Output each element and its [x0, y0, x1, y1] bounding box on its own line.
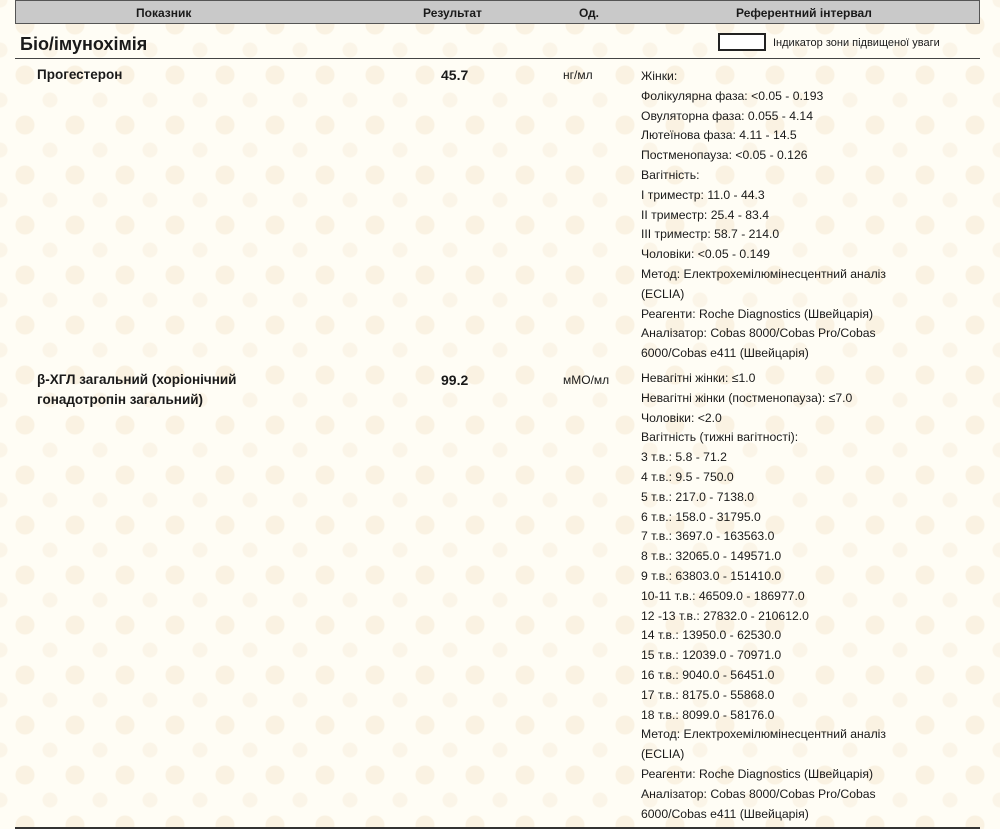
column-header-reference: Референтний інтервал: [736, 6, 872, 20]
test-unit-beta-hcg: мМО/мл: [563, 373, 610, 387]
column-header-unit: Од.: [579, 6, 599, 20]
section-title: Біо/імунохімія: [20, 34, 148, 54]
reference-line: 6 т.в.: 158.0 - 31795.0: [641, 509, 761, 524]
reference-line: 17 т.в.: 8175.0 - 55868.0: [641, 687, 775, 702]
reference-line: 18 т.в.: 8099.0 - 58176.0: [641, 707, 775, 722]
reference-line: Лютеїнова фаза: 4.11 - 14.5: [641, 128, 797, 143]
reference-line: (ECLIA): [641, 747, 685, 762]
attention-indicator-swatch: [718, 33, 766, 51]
test-result-beta-hcg: 99.2: [441, 372, 469, 388]
reference-line: Фолікулярна фаза: <0.05 - 0.193: [641, 88, 824, 103]
reference-line: 4 т.в.: 9.5 - 750.0: [641, 469, 734, 484]
test-name-beta-hcg: β-ХГЛ загальний (хоріонічний гонадотропін загальний): [37, 372, 237, 407]
reference-line: 16 т.в.: 9040.0 - 56451.0: [641, 667, 775, 682]
reference-line: III триместр: 58.7 - 214.0: [641, 227, 780, 242]
reference-line: Реагенти: Roche Diagnostics (Швейцарія): [641, 306, 874, 321]
column-header-result: Результат: [423, 6, 482, 20]
reference-range-progesterone: [641, 67, 941, 364]
column-header-name: Показник: [136, 6, 192, 20]
reference-line: 14 т.в.: 13950.0 - 62530.0: [641, 628, 782, 643]
reference-line: Реагенти: Roche Diagnostics (Швейцарія): [641, 766, 874, 781]
reference-line: (ECLIA): [641, 286, 685, 301]
reference-line: 7 т.в.: 3697.0 - 163563.0: [641, 529, 775, 544]
reference-line: Невагітні жінки: ≤1.0: [641, 371, 756, 385]
reference-line: Постменопауза: <0.05 - 0.126: [641, 148, 808, 163]
reference-line: 12 -13 т.в.: 27832.0 - 210612.0: [641, 608, 809, 623]
test-unit-progesterone: нг/мл: [563, 68, 593, 82]
reference-line: Невагітні жінки (постменопауза): ≤7.0: [641, 390, 853, 405]
reference-line: Метод: Електрохемілюмінесцентний аналіз: [641, 727, 886, 742]
reference-line: Аналізатор: Cobas 8000/Cobas Pro/Cobas: [641, 326, 876, 341]
table-header: [15, 0, 980, 24]
reference-line: 3 т.в.: 5.8 - 71.2: [641, 450, 727, 465]
reference-line: Овуляторна фаза: 0.055 - 4.14: [641, 108, 813, 123]
section-divider: [15, 58, 980, 59]
reference-range-beta-hcg: [641, 369, 941, 824]
test-result-progesterone: 45.7: [441, 67, 469, 83]
reference-line: 15 т.в.: 12039.0 - 70971.0: [641, 648, 782, 663]
reference-line: II триместр: 25.4 - 83.4: [641, 207, 769, 222]
test-name-progesterone: Прогестерон: [37, 67, 123, 82]
reference-line: 6000/Cobas e411 (Швейцарія): [641, 806, 809, 821]
attention-indicator-label: Індикатор зони підвищеної уваги: [773, 37, 940, 49]
reference-line: 8 т.в.: 32065.0 - 149571.0: [641, 549, 782, 564]
reference-line: 5 т.в.: 217.0 - 7138.0: [641, 489, 755, 504]
reference-line: Метод: Електрохемілюмінесцентний аналіз: [641, 266, 886, 281]
reference-line: Аналізатор: Cobas 8000/Cobas Pro/Cobas: [641, 786, 876, 801]
reference-line: 9 т.в.: 63803.0 - 151410.0: [641, 568, 782, 583]
reference-line: 6000/Cobas e411 (Швейцарія): [641, 346, 809, 361]
reference-line: Чоловіки: <2.0: [641, 410, 722, 425]
reference-line: I триместр: 11.0 - 44.3: [641, 187, 765, 202]
reference-line: 10-11 т.в.: 46509.0 - 186977.0: [641, 588, 805, 603]
reference-line: Жінки:: [641, 69, 678, 83]
reference-line: Вагітність:: [641, 167, 700, 182]
reference-line: Вагітність (тижні вагітності):: [641, 430, 799, 445]
reference-line: Чоловіки: <0.05 - 0.149: [641, 247, 770, 262]
